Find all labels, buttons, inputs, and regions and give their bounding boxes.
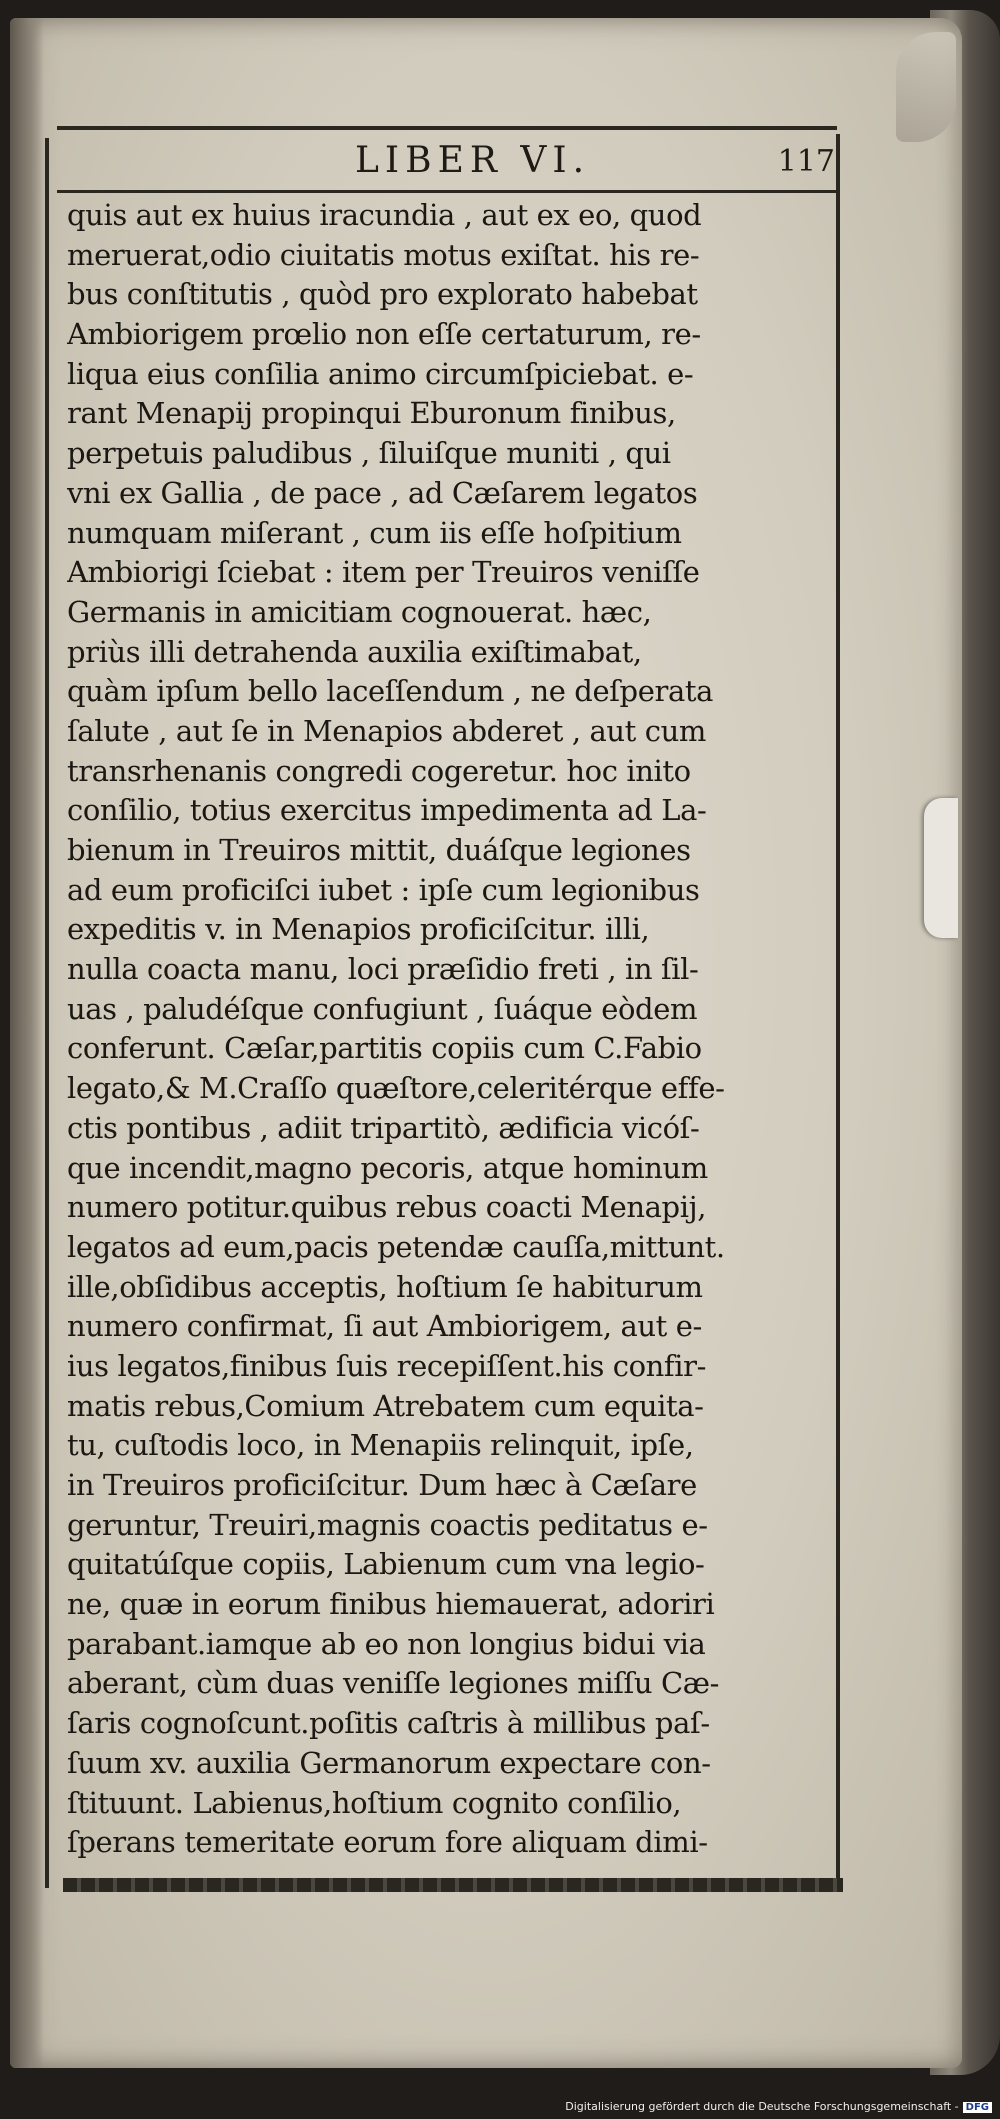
page-number: 117 — [777, 144, 835, 179]
text-line: quitatúſque copiis, Labienum cum vna legio- — [67, 1547, 705, 1582]
page-tab — [924, 798, 958, 938]
text-line: in Treuiros proficiſcitur. Dum hæc à Cæſare — [67, 1468, 697, 1502]
text-line: Ambiorigi ſciebat : item per Treuiros veniſſe — [67, 555, 700, 590]
right-rule — [836, 134, 840, 1884]
text-line: legatos ad eum,pacis petendæ cauſſa,mittunt. — [67, 1229, 725, 1264]
text-line: que incendit,magno pecoris, atque hominum — [67, 1150, 708, 1185]
dfg-logo: DFG — [963, 2102, 992, 2113]
text-line: ctis pontibus , adiit tripartitò, ædificia vicóſ- — [67, 1110, 700, 1145]
text-line: aberant, cùm duas veniſſe legiones miſſu Cæ- — [67, 1666, 720, 1701]
text-line: ſperans temeritate eorum fore aliquam dimi- — [67, 1825, 708, 1860]
text-line: quis aut ex huius iracundia , aut ex eo, quod — [67, 198, 702, 232]
text-line: bienum in Treuiros mittit, duáſque legiones — [67, 833, 691, 867]
top-rule — [57, 126, 837, 130]
text-line: geruntur, Treuiri,magnis coactis peditatus e- — [67, 1507, 708, 1542]
running-head: LIBER VI. — [355, 140, 591, 181]
book-page — [10, 18, 962, 2068]
text-line: expeditis v. in Menapios proficiſcitur. illi, — [67, 912, 650, 947]
text-line: parabant.iamque ab eo non longius bidui via — [67, 1626, 706, 1661]
body-text — [67, 196, 832, 1863]
header-rule — [57, 190, 837, 193]
text-line: quàm ipſum bello laceſſendum , ne deſperata — [67, 674, 713, 709]
text-line: ſuum xv. auxilia Germanorum expectare con- — [67, 1745, 711, 1780]
text-line: numquam miſerant , cum iis eſſe hoſpitium — [67, 515, 682, 550]
print-frame — [45, 126, 840, 1891]
text-line: numero potitur.quibus rebus coacti Menapij, — [67, 1190, 707, 1225]
text-line: bus conſtitutis , quòd pro explorato habebat — [67, 277, 698, 312]
text-line: transrhenanis congredi cogeretur. hoc inito — [67, 753, 691, 788]
text-line: ad eum proficiſci iubet : ipſe cum legionibus — [67, 872, 700, 907]
credit-text: Digitalisierung gefördert durch die Deutsche Forschungsgemeinschaft - — [565, 2100, 959, 2113]
text-line: meruerat,odio ciuitatis motus exiſtat. his re- — [67, 237, 700, 272]
text-line: legato,& M.Craſſo quæſtore,celeritérque effe- — [67, 1071, 725, 1106]
text-line: perpetuis paludibus , ſiluiſque muniti , qui — [67, 436, 671, 471]
text-line: conſilio, totius exercitus impedimenta ad La- — [67, 793, 707, 828]
page-header — [95, 134, 845, 188]
text-line: ſaris cognoſcunt.poſitis caſtris à millibus paſ- — [67, 1706, 710, 1741]
text-line: uas , paludéſque confugiunt , ſuáque eòdem — [67, 991, 698, 1026]
text-line: ne, quæ in eorum finibus hiemauerat, adoriri — [67, 1587, 715, 1622]
text-line: numero confirmat, ſi aut Ambiorigem, aut e- — [67, 1309, 702, 1344]
text-line: conferunt. Cæſar,partitis copiis cum C.Fabio — [67, 1031, 702, 1066]
text-line: Germanis in amicitiam cognouerat. hæc, — [67, 594, 652, 629]
text-line: nulla coacta manu, loci præſidio freti , in ſil- — [67, 952, 699, 987]
bottom-ornament-rule — [63, 1878, 843, 1892]
left-rule — [45, 138, 49, 1888]
text-line: rant Menapij propinqui Eburonum finibus, — [67, 396, 676, 431]
text-line: matis rebus,Comium Atrebatem cum equita- — [67, 1388, 704, 1423]
page-corner-fold — [896, 32, 956, 142]
text-line: ille,obſidibus acceptis, hoſtium ſe habiturum — [67, 1269, 703, 1304]
text-line: ius legatos,finibus ſuis recepiſſent.his confir- — [67, 1348, 706, 1383]
text-line: ſalute , aut ſe in Menapios abderet , aut cum — [67, 713, 706, 748]
text-line: liqua eius conſilia animo circumſpiciebat. e- — [67, 356, 694, 391]
text-line: priùs illi detrahenda auxilia exiſtimabat, — [67, 634, 642, 669]
binding-gutter — [10, 18, 44, 2068]
text-line: Ambiorigem prœlio non eſſe certaturum, re- — [67, 317, 701, 352]
text-line: vni ex Gallia , de pace , ad Cæſarem legatos — [67, 475, 698, 510]
text-line: ſtituunt. Labienus,hoſtium cognito conſilio, — [67, 1785, 682, 1820]
text-line: tu, cuſtodis loco, in Menapiis relinquit, ipſe, — [67, 1428, 694, 1463]
digitization-credit — [565, 2100, 992, 2113]
